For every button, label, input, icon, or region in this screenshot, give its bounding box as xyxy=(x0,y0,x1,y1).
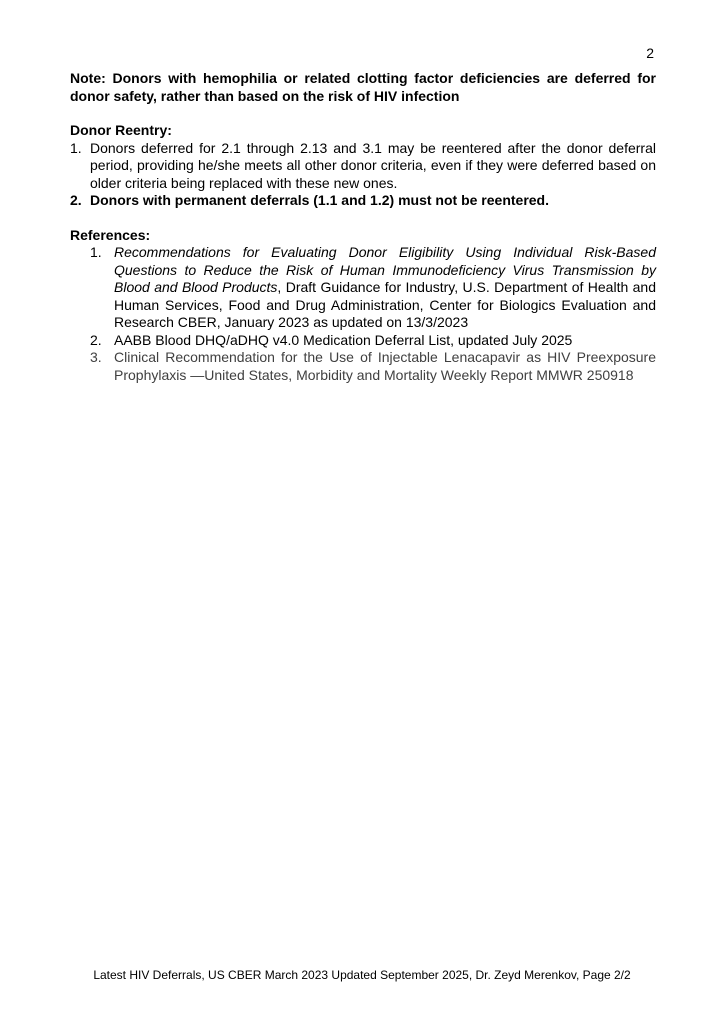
reference-text: AABB Blood DHQ/aDHQ v4.0 Medication Deferral List, updated July 2025 xyxy=(114,331,573,348)
reference-title: Recommendations for Evaluating Donor Eligibility Using Individual Risk-Based Questions to Reduce the Risk of Human Immunodeficiency Virus Transmission by Blood and Blood Products xyxy=(114,244,656,295)
references-heading: References: xyxy=(70,226,151,243)
list-number: 3. xyxy=(90,349,102,365)
donor-reentry-list xyxy=(70,140,656,210)
references-list xyxy=(70,244,656,384)
page-footer: Latest HIV Deferrals, US CBER March 2023 Updated September 2025, Dr. Zeyd Merenkov, Page 2/2 xyxy=(93,968,631,982)
hemophilia-note: Note: Donors with hemophilia or related clotting factor deficiencies are deferred for donor safety, rather than based on the risk of HIV infection xyxy=(70,70,656,104)
reference-item xyxy=(70,349,656,384)
reference-item xyxy=(70,332,656,350)
reference-details: , Draft Guidance for Industry, U.S. Department of Health and Human Services, Food and Drug Administration, Center for Biologics Evaluation and Research CBER, January 2023 as updated on 13/3/2023 xyxy=(114,279,657,330)
list-number: 2. xyxy=(70,192,82,208)
list-number: 1. xyxy=(90,244,102,260)
list-item xyxy=(70,140,656,193)
donor-reentry-heading: Donor Reentry: xyxy=(70,122,172,138)
list-item xyxy=(70,192,656,210)
list-number: 1. xyxy=(70,139,82,156)
reference-item xyxy=(70,244,656,332)
list-text: Donors deferred for 2.1 through 2.13 and 3.1 may be reentered after the donor deferral period, providing he/she meets all other donor criteria, even if they were deferred based on older criteria being replaced with these new ones. xyxy=(90,139,656,191)
document-body xyxy=(70,70,656,384)
page-number: 2 xyxy=(646,45,654,61)
list-number: 2. xyxy=(90,331,102,348)
list-text: Donors with permanent deferrals (1.1 and 1.2) must not be reentered. xyxy=(90,192,549,208)
reference-text: Clinical Recommendation for the Use of Injectable Lenacapavir as HIV Preexposure Prophylaxis —United States, Morbidity and Mortality Weekly Report MMWR 250918 xyxy=(114,349,656,383)
